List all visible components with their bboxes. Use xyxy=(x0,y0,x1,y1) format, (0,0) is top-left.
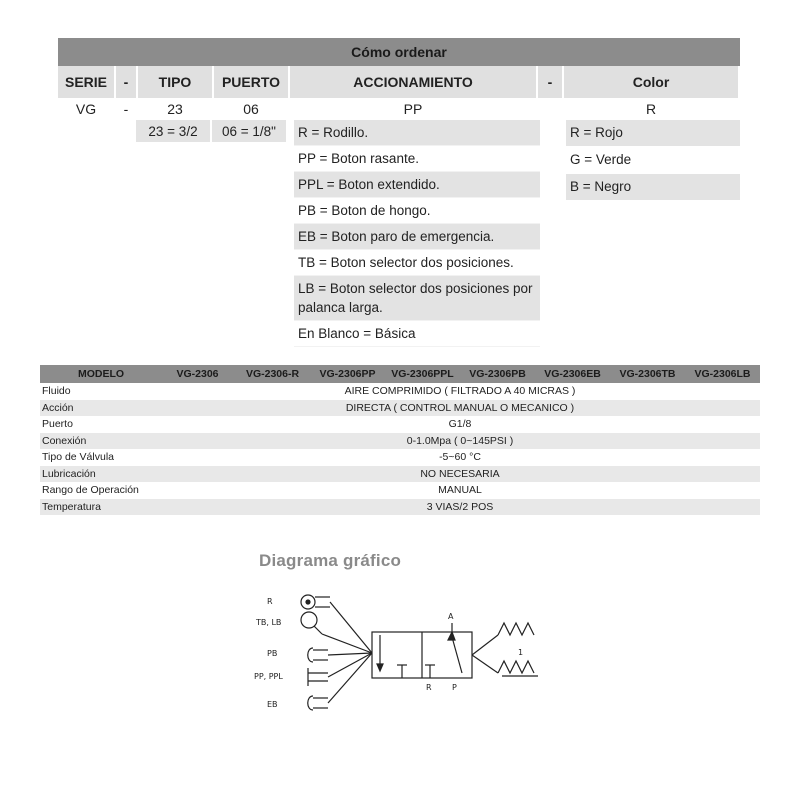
color-options xyxy=(566,120,740,201)
spec-header-row xyxy=(40,365,760,383)
spec-row xyxy=(40,499,760,516)
spec-label: Temperatura xyxy=(42,500,101,513)
puerto-option: 06 = 1/8" xyxy=(212,120,286,142)
label-eb: EB xyxy=(267,700,278,709)
example-serie: VG xyxy=(75,101,97,117)
example-tipo: 23 xyxy=(167,101,183,117)
example-spacer xyxy=(538,98,562,120)
spec-value: DIRECTA ( CONTROL MANUAL O MECANICO ) xyxy=(345,401,575,414)
accionamiento-option: R = Rodillo. xyxy=(294,120,540,146)
spec-value: AIRE COMPRIMIDO ( FILTRADO A 40 MICRAS ) xyxy=(344,385,576,398)
mushroom-button-icon xyxy=(308,648,328,662)
example-puerto: 06 xyxy=(243,101,259,117)
flush-button-icon xyxy=(308,668,328,686)
color-option: R = Rojo xyxy=(566,120,740,146)
spec-label: Acción xyxy=(42,401,74,414)
accionamiento-option: PPL = Boton extendido. xyxy=(294,172,540,198)
example-code-row xyxy=(58,98,740,120)
spec-value: -5~60 °C xyxy=(439,451,481,464)
header-dash: - xyxy=(116,66,136,98)
example-accionamiento: PP xyxy=(403,101,423,117)
spec-label-header: MODELO xyxy=(77,368,125,380)
order-table-title: Cómo ordenar xyxy=(58,38,740,66)
roller-icon xyxy=(301,595,330,609)
spec-label: Rango de Operación xyxy=(42,484,139,497)
valve-body xyxy=(372,623,472,678)
model-header: VG-2306PP xyxy=(319,368,376,380)
diagram-title: Diagrama gráfico xyxy=(259,551,402,570)
port-r-label: R xyxy=(426,683,432,692)
example-dash: - xyxy=(123,101,129,117)
spec-row xyxy=(40,383,760,400)
accionamiento-option: PP = Boton rasante. xyxy=(294,146,540,172)
color-option: G = Verde xyxy=(570,152,632,167)
color-option: B = Negro xyxy=(566,174,740,200)
emergency-stop-icon xyxy=(308,696,328,710)
model-header: VG-2306LB xyxy=(694,368,751,380)
spec-row xyxy=(40,416,760,433)
spec-label: Puerto xyxy=(42,418,73,431)
header-tipo: TIPO xyxy=(138,66,212,98)
label-pb: PB xyxy=(267,649,278,658)
header-dash: - xyxy=(538,66,562,98)
accionamiento-option: En Blanco = Básica xyxy=(294,321,540,347)
spec-label: Lubricación xyxy=(42,467,96,480)
tipo-option: 23 = 3/2 xyxy=(136,120,210,142)
spec-value: NO NECESARIA xyxy=(420,467,500,480)
spec-row xyxy=(40,449,760,466)
accionamiento-option: EB = Boton paro de emergencia. xyxy=(294,224,540,250)
label-tb-lb: TB, LB xyxy=(256,618,282,627)
spec-value: G1/8 xyxy=(448,418,472,431)
spec-row xyxy=(40,433,760,450)
header-color: Color xyxy=(564,66,738,98)
spec-label: Conexión xyxy=(42,434,87,447)
port-a-label: A xyxy=(448,612,454,621)
spec-value: 3 VIAS/2 POS xyxy=(426,500,494,513)
accionamiento-option: LB = Boton selector dos posiciones por palanca larga. xyxy=(294,276,540,321)
order-table-header xyxy=(58,66,740,98)
spec-row xyxy=(40,482,760,499)
accionamiento-option: TB = Boton selector dos posiciones. xyxy=(294,250,540,276)
spec-label: Tipo de Válvula xyxy=(42,451,114,464)
header-serie: SERIE xyxy=(58,66,114,98)
model-header: VG-2306TB xyxy=(619,368,676,380)
model-header: VG-2306PPL xyxy=(391,368,454,380)
model-header: VG-2306EB xyxy=(544,368,601,380)
spec-row xyxy=(40,466,760,483)
options-area xyxy=(58,120,740,350)
header-accionamiento: ACCIONAMIENTO xyxy=(290,66,536,98)
label-r: R xyxy=(267,597,273,606)
selector-knob-icon xyxy=(301,612,322,634)
spec-value: MANUAL xyxy=(438,484,482,497)
spec-row xyxy=(40,400,760,417)
accionamiento-option: PB = Boton de hongo. xyxy=(294,198,540,224)
spec-table xyxy=(40,365,760,515)
actuator-linkage xyxy=(322,602,372,703)
spring-return-icon xyxy=(472,623,538,676)
model-header: VG-2306PB xyxy=(469,368,526,380)
order-table xyxy=(58,38,740,350)
spring-number-label: 1 xyxy=(518,648,524,657)
header-puerto: PUERTO xyxy=(214,66,288,98)
spec-label: Fluido xyxy=(42,385,71,398)
spec-value: 0-1.0Mpa ( 0~145PSI ) xyxy=(406,434,514,447)
example-color: R xyxy=(645,101,657,117)
model-header: VG-2306 xyxy=(176,368,219,380)
model-header: VG-2306-R xyxy=(245,368,300,380)
port-p-label: P xyxy=(452,683,457,692)
accionamiento-options xyxy=(294,120,540,347)
valve-schematic xyxy=(240,585,560,720)
label-pp-ppl: PP, PPL xyxy=(254,672,283,681)
